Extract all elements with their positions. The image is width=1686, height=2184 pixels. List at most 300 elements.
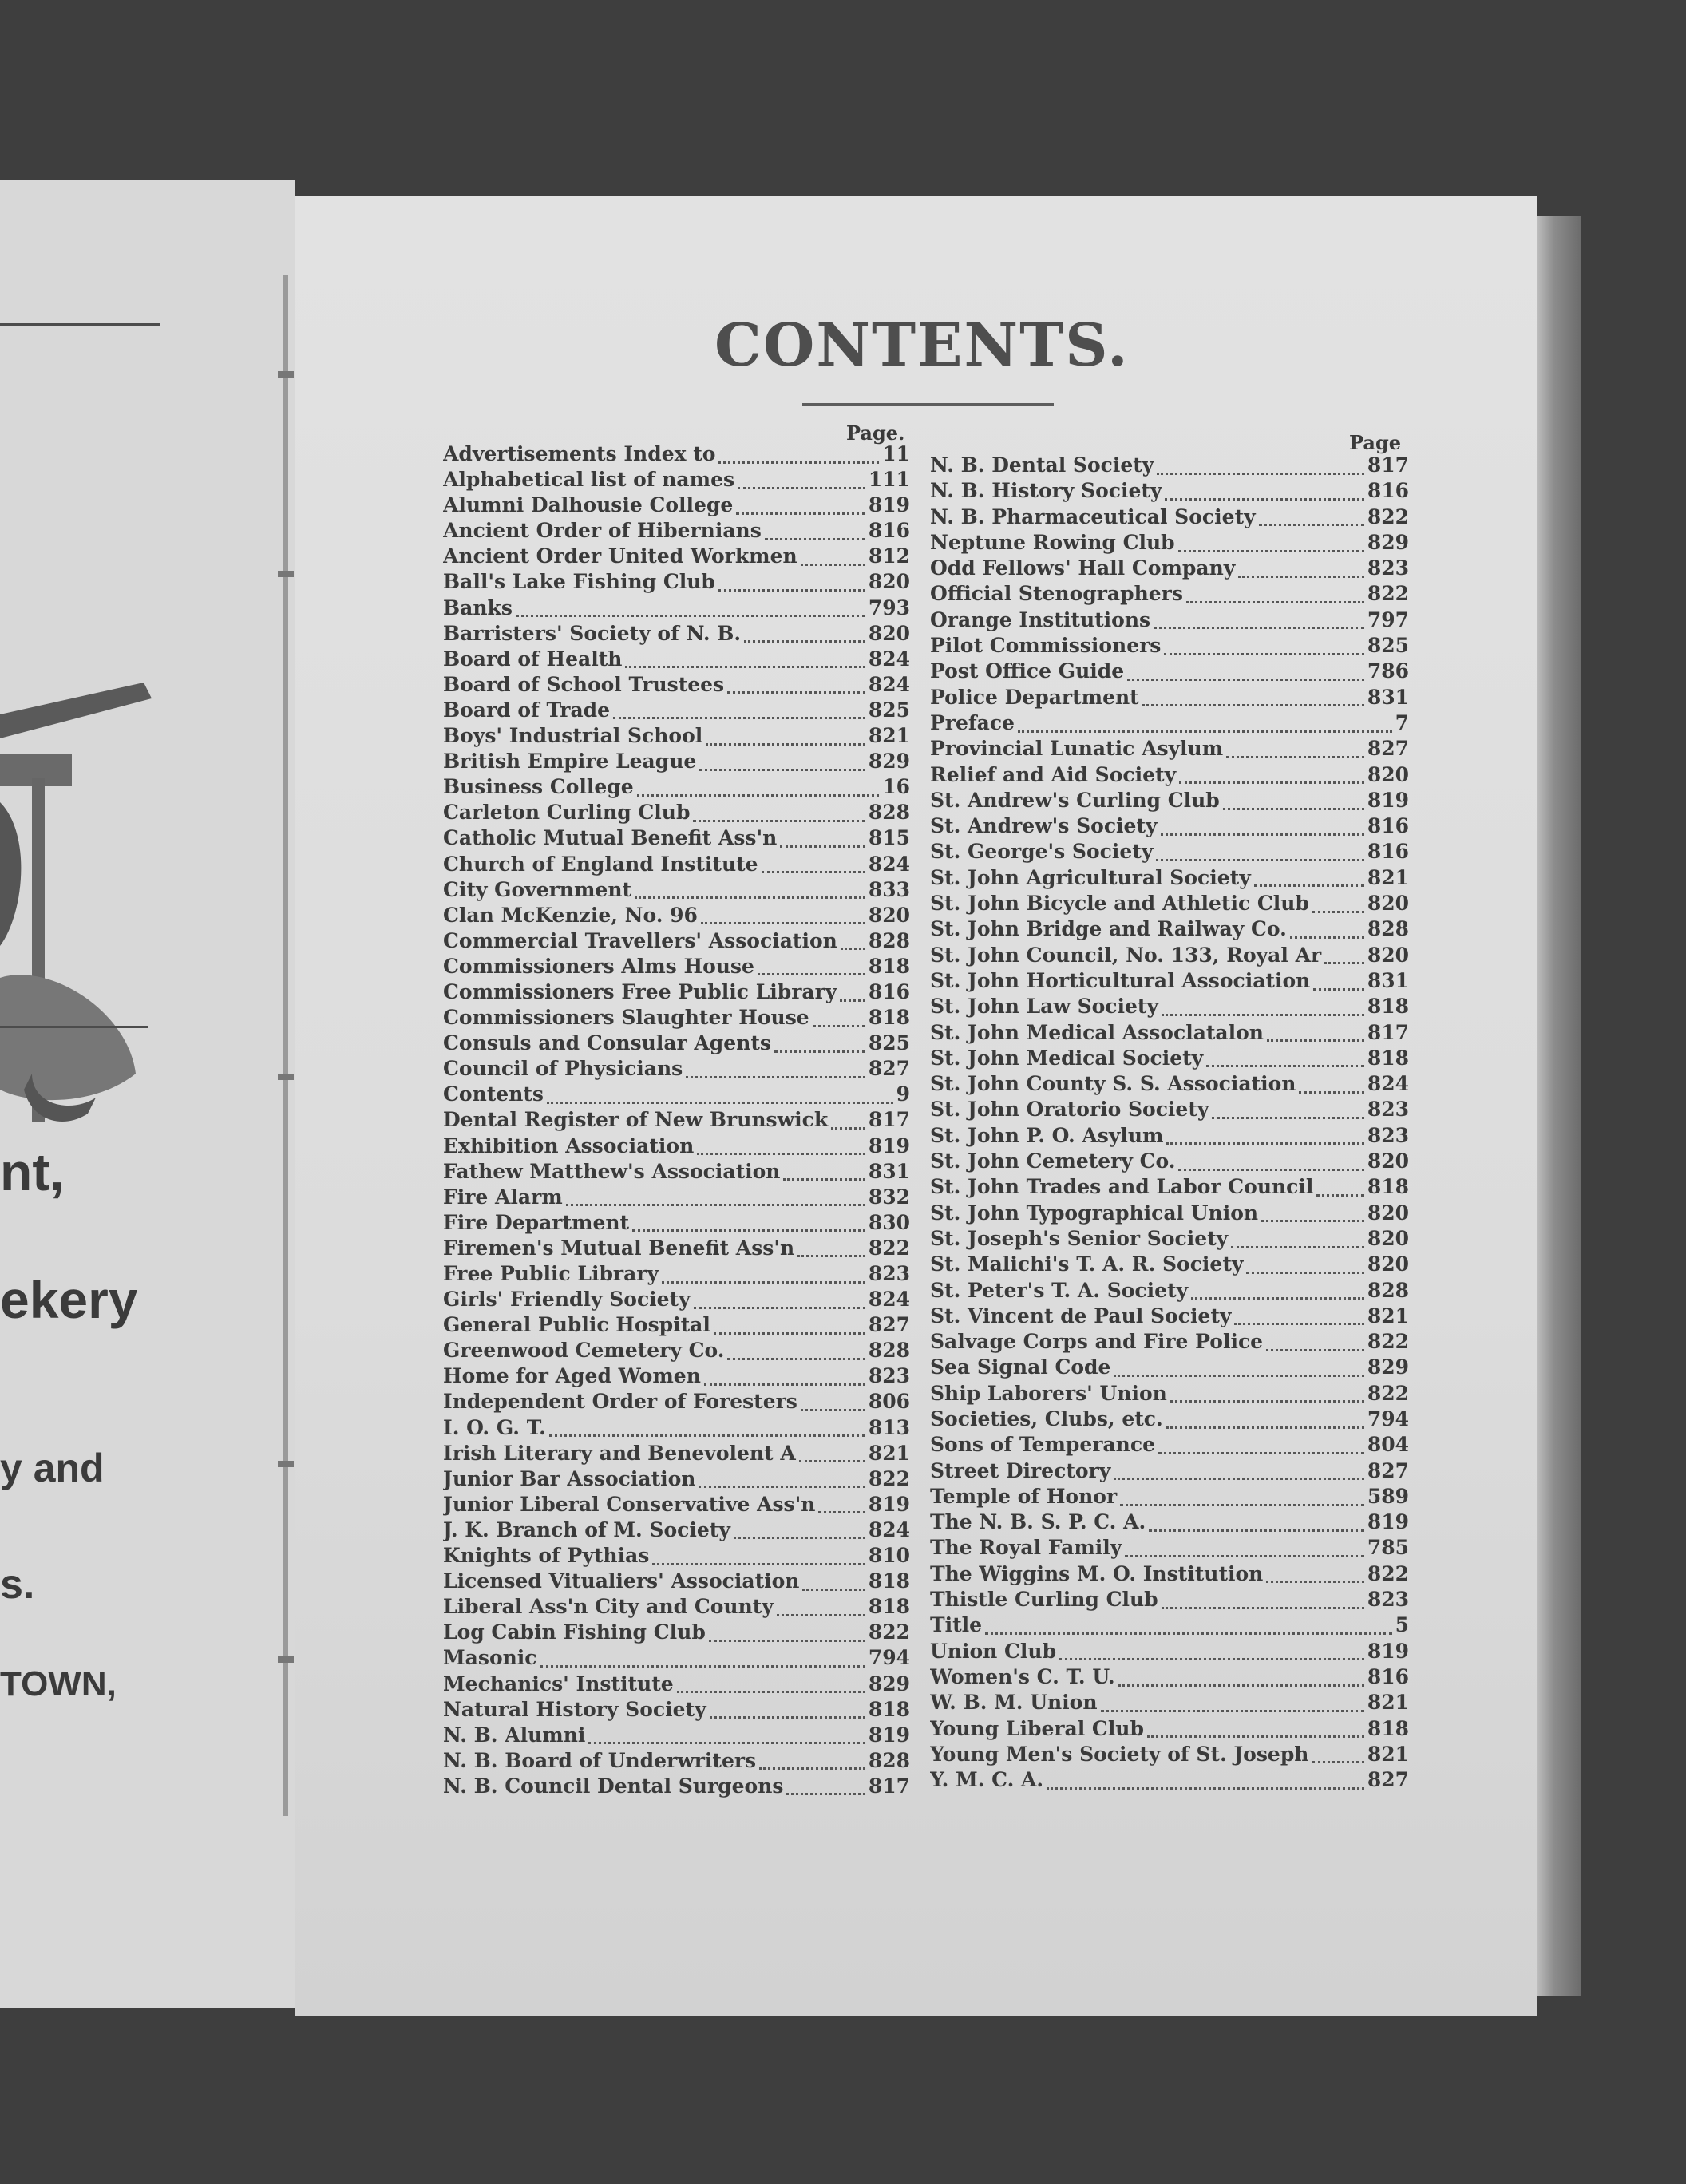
leader-dots	[1018, 726, 1392, 733]
entry-page: 806	[868, 1390, 910, 1414]
leader-dots	[1246, 1267, 1363, 1274]
stitch-mark	[278, 371, 294, 378]
entry-page: 822	[1367, 1561, 1409, 1585]
leader-dots	[677, 1686, 865, 1693]
contents-entry	[443, 1057, 910, 1082]
entry-name: Young Men's Society of St. Joseph	[930, 1742, 1309, 1766]
entry-name: Girls' Friendly Society	[443, 1288, 691, 1312]
leader-dots	[1259, 519, 1364, 526]
entry-page: 797	[1367, 607, 1409, 631]
entry-page: 820	[1367, 1226, 1409, 1250]
leader-dots	[613, 712, 865, 719]
entry-name: Firemen's Mutual Benefit Ass'n	[443, 1236, 795, 1260]
entry-name: St. Peter's T. A. Society	[930, 1278, 1189, 1302]
leader-dots	[1120, 1499, 1364, 1506]
contents-entry	[930, 763, 1409, 789]
contents-entry	[930, 453, 1409, 479]
contents-entry	[443, 1442, 910, 1467]
entry-page: 819	[1367, 1510, 1409, 1534]
leader-dots	[694, 1302, 865, 1309]
contents-entry	[443, 724, 910, 750]
entry-page: 817	[868, 1108, 910, 1132]
contents-entry	[443, 1364, 910, 1390]
entry-page: 817	[1367, 1020, 1409, 1044]
contents-entry	[930, 1743, 1409, 1768]
entry-name: Clan McKenzie, No. 96	[443, 903, 698, 927]
entry-page: 829	[868, 1672, 910, 1695]
entry-page: 832	[868, 1185, 910, 1209]
entry-page: 821	[1367, 1691, 1409, 1715]
leader-dots	[699, 1481, 865, 1488]
contents-entry	[930, 634, 1409, 659]
entry-page: 816	[1367, 479, 1409, 503]
entry-name: St. Andrew's Curling Club	[930, 788, 1220, 812]
entry-name: British Empire League	[443, 750, 697, 774]
entry-page: 822	[868, 1620, 910, 1644]
leader-dots	[566, 1199, 865, 1206]
entry-page: 785	[1367, 1536, 1409, 1560]
entry-name: Home for Aged Women	[443, 1364, 701, 1388]
entry-name: Junior Liberal Conservative Ass'n	[443, 1492, 816, 1516]
contents-entry	[443, 955, 910, 980]
contents-entry	[443, 544, 910, 570]
leader-dots	[1290, 932, 1364, 939]
leader-dots	[718, 584, 865, 592]
leader-dots	[765, 533, 865, 540]
entry-page: 9	[896, 1082, 910, 1106]
leader-dots	[813, 1020, 865, 1027]
contents-entry	[930, 1407, 1409, 1433]
entry-name: Fire Alarm	[443, 1185, 563, 1209]
entry-name: N. B. Council Dental Surgeons	[443, 1774, 784, 1798]
leader-dots	[1158, 1447, 1364, 1454]
contents-entry	[930, 789, 1409, 814]
leader-dots	[799, 1455, 865, 1462]
contents-entry	[443, 1416, 910, 1442]
entry-page: 828	[1367, 1278, 1409, 1302]
contents-entry	[443, 904, 910, 929]
entry-page: 822	[1367, 1381, 1409, 1405]
leader-dots	[516, 610, 865, 617]
contents-entry	[930, 814, 1409, 840]
entry-page: 818	[1367, 1175, 1409, 1199]
page-title: CONTENTS.	[714, 311, 1130, 380]
leader-dots	[783, 1173, 865, 1181]
entry-page: 823	[868, 1262, 910, 1285]
entry-name: St. John Bicycle and Athletic Club	[930, 892, 1309, 916]
entry-name: The Royal Family	[930, 1536, 1122, 1560]
entry-page: 5	[1395, 1613, 1409, 1637]
leader-dots	[734, 1532, 865, 1539]
entry-name: Title	[930, 1613, 983, 1637]
entry-page: 824	[1367, 1072, 1409, 1096]
leader-dots	[758, 968, 865, 975]
leader-dots	[1166, 1422, 1364, 1429]
entry-page: 7	[1395, 710, 1409, 734]
contents-entry	[930, 1355, 1409, 1381]
contents-entry	[930, 1536, 1409, 1561]
contents-entry	[930, 686, 1409, 711]
leader-dots	[588, 1737, 865, 1744]
entry-name: Union Club	[930, 1639, 1057, 1663]
entry-page: 828	[868, 1748, 910, 1772]
leader-dots	[736, 508, 865, 515]
leader-dots	[801, 1404, 865, 1411]
entry-name: Preface	[930, 710, 1015, 734]
entry-page: 828	[1367, 917, 1409, 941]
entry-name: Exhibition Association	[443, 1134, 695, 1157]
contents-entry	[930, 1588, 1409, 1613]
entry-page: 786	[1367, 659, 1409, 683]
leader-dots	[1324, 957, 1364, 964]
entry-name: Board of School Trustees	[443, 672, 725, 696]
entry-name: Commissioners Alms House	[443, 954, 754, 978]
entry-name: Fathew Matthew's Association	[443, 1159, 781, 1183]
entry-name: Alumni Dalhousie College	[443, 493, 734, 517]
left-page	[0, 180, 295, 2008]
entry-name: Consuls and Consular Agents	[443, 1031, 771, 1055]
leader-dots	[701, 917, 865, 924]
leader-dots	[1161, 829, 1364, 836]
leader-dots	[1156, 854, 1363, 861]
entry-name: Ball's Lake Fishing Club	[443, 570, 715, 594]
entry-page: 825	[868, 698, 910, 722]
contents-entry	[443, 775, 910, 801]
entry-page: 804	[1367, 1433, 1409, 1457]
leader-dots	[706, 738, 865, 746]
entry-page: 820	[868, 903, 910, 927]
leader-dots	[1178, 1164, 1363, 1171]
contents-entry	[443, 1390, 910, 1415]
leader-dots	[777, 1609, 865, 1616]
leader-dots	[1162, 1602, 1364, 1609]
entry-page: 831	[868, 1159, 910, 1183]
leader-dots	[1154, 622, 1364, 629]
entry-name: City Government	[443, 877, 632, 901]
entry-page: 828	[868, 1339, 910, 1363]
contents-entry	[930, 969, 1409, 995]
entry-name: St. John P. O. Asylum	[930, 1123, 1164, 1147]
left-fragment-5: TOWN,	[0, 1664, 117, 1703]
leader-dots	[1142, 699, 1364, 706]
contents-entry	[443, 929, 910, 955]
entry-page: 820	[1367, 943, 1409, 967]
contents-entry	[443, 1646, 910, 1672]
entry-name: Sea Signal Code	[930, 1355, 1111, 1379]
leader-dots	[662, 1276, 865, 1284]
left-column-header: Page.	[846, 421, 905, 445]
contents-entry	[930, 582, 1409, 607]
entry-name: Free Public Library	[443, 1262, 659, 1285]
left-fragment-1: nt,	[0, 1142, 65, 1201]
entry-page: 823	[1367, 1098, 1409, 1122]
contents-entry	[930, 1175, 1409, 1201]
entry-page: 823	[1367, 556, 1409, 580]
entry-page: 822	[868, 1236, 910, 1260]
entry-name: I. O. G. T.	[443, 1415, 546, 1439]
entry-name: Catholic Mutual Benefit Ass'n	[443, 826, 778, 850]
entry-name: St. George's Society	[930, 840, 1154, 864]
leader-dots	[786, 1788, 865, 1795]
entry-name: General Public Hospital	[443, 1313, 710, 1337]
contents-entry	[930, 1046, 1409, 1072]
contents-entry	[443, 698, 910, 724]
entry-name: St. John Bridge and Railway Co.	[930, 917, 1287, 941]
entry-name: Advertisements Index to	[443, 442, 716, 465]
contents-entry	[443, 596, 910, 622]
entry-page: 821	[868, 724, 910, 748]
entry-name: St. John Trades and Labor Council	[930, 1175, 1314, 1199]
contents-entry	[930, 659, 1409, 685]
stitch-mark	[278, 1656, 294, 1663]
entry-page: 810	[868, 1544, 910, 1568]
contents-entry	[443, 1288, 910, 1313]
contents-entry	[930, 917, 1409, 943]
entry-page: 111	[868, 468, 910, 492]
entry-name: Board of Health	[443, 647, 623, 671]
contents-entry	[930, 892, 1409, 917]
leader-dots	[801, 559, 865, 566]
contents-entry	[930, 1304, 1409, 1330]
contents-entry	[930, 1510, 1409, 1536]
contents-entry	[443, 1134, 910, 1160]
contents-entry	[443, 1339, 910, 1364]
left-fragment-4: s.	[0, 1561, 35, 1608]
leader-dots	[1114, 1473, 1364, 1480]
entry-page: 818	[868, 1697, 910, 1721]
entry-name: St. John County S. S. Association	[930, 1072, 1296, 1096]
entry-name: Council of Physicians	[443, 1057, 683, 1081]
contents-entry	[443, 1698, 910, 1723]
contents-entry	[930, 505, 1409, 531]
entry-name: Y. M. C. A.	[930, 1768, 1044, 1792]
title-rule	[802, 403, 1054, 406]
leader-dots	[1164, 648, 1363, 655]
entry-page: 831	[1367, 968, 1409, 992]
entry-name: Salvage Corps and Fire Police	[930, 1330, 1264, 1354]
contents-entry	[930, 1201, 1409, 1227]
entry-name: Commissioners Free Public Library	[443, 979, 837, 1003]
page-edge	[1537, 216, 1581, 1996]
contents-entry	[443, 878, 910, 904]
leader-dots	[1313, 983, 1364, 991]
entry-page: 824	[868, 647, 910, 671]
entry-page: 828	[868, 801, 910, 825]
leader-dots	[1178, 545, 1364, 552]
contents-entry	[443, 647, 910, 673]
entry-name: Police Department	[930, 685, 1139, 709]
entry-page: 820	[1367, 1201, 1409, 1225]
gutter	[283, 275, 288, 1816]
entry-page: 822	[868, 1466, 910, 1490]
leader-dots	[718, 457, 879, 464]
contents-entry	[443, 1518, 910, 1544]
entry-name: Ship Laborers' Union	[930, 1381, 1167, 1405]
entry-name: Contents	[443, 1082, 544, 1106]
leader-dots	[704, 1379, 865, 1386]
entry-page: 823	[868, 1364, 910, 1388]
entry-name: Ancient Order United Workmen	[443, 544, 797, 568]
entry-page: 819	[1367, 1639, 1409, 1663]
contents-entry	[443, 853, 910, 878]
contents-entry	[930, 1124, 1409, 1149]
entry-name: Liberal Ass'n City and County	[443, 1595, 774, 1619]
contents-entry	[443, 1082, 910, 1108]
entry-page: 819	[868, 1723, 910, 1747]
stitch-mark	[278, 571, 294, 577]
contents-entry	[930, 556, 1409, 582]
entry-name: Pilot Commissioners	[930, 634, 1162, 658]
entry-page: 821	[1367, 865, 1409, 889]
leader-dots	[693, 815, 865, 822]
entry-name: N. B. Board of Underwriters	[443, 1748, 757, 1772]
contents-entry	[930, 1665, 1409, 1691]
leader-dots	[710, 1711, 865, 1719]
contents-entry	[930, 1330, 1409, 1355]
left-fragment-3: y and	[0, 1446, 105, 1490]
contents-entry	[930, 1459, 1409, 1485]
leader-dots	[841, 943, 865, 950]
entry-name: Independent Order of Foresters	[443, 1390, 797, 1414]
entry-page: 824	[868, 1288, 910, 1312]
entry-name: Neptune Rowing Club	[930, 530, 1175, 554]
leader-dots	[1059, 1653, 1364, 1660]
entry-page: 820	[868, 570, 910, 594]
contents-entry	[930, 1021, 1409, 1046]
contents-entry	[930, 944, 1409, 969]
entry-name: J. K. Branch of M. Society	[443, 1517, 730, 1541]
leader-dots	[1047, 1782, 1364, 1790]
leader-dots	[697, 1148, 865, 1155]
contents-entry	[930, 479, 1409, 504]
contents-entry	[930, 1098, 1409, 1123]
entry-name: Barristers' Society of N. B.	[443, 621, 742, 645]
entry-name: W. B. M. Union	[930, 1691, 1098, 1715]
contents-entry	[443, 673, 910, 698]
contents-entry	[930, 608, 1409, 634]
contents-entry	[930, 1768, 1409, 1794]
entry-page: 818	[868, 1569, 910, 1593]
contents-entry	[443, 1467, 910, 1493]
entry-page: 815	[868, 826, 910, 850]
leader-dots	[1266, 1576, 1363, 1583]
entry-name: Women's C. T. U.	[930, 1664, 1115, 1688]
leader-dots	[709, 1635, 865, 1642]
entry-name: Street Directory	[930, 1458, 1111, 1482]
entry-page: 827	[868, 1057, 910, 1081]
leader-dots	[762, 866, 865, 873]
leader-dots	[802, 1584, 865, 1591]
left-fragment-2: ekery	[0, 1270, 138, 1329]
contents-entry	[930, 1640, 1409, 1665]
entry-name: Odd Fellows' Hall Company	[930, 556, 1236, 580]
entry-name: Young Liberal Club	[930, 1716, 1144, 1740]
entry-name: St. John Law Society	[930, 995, 1158, 1019]
contents-entry	[443, 1236, 910, 1262]
contents-entry	[930, 1433, 1409, 1458]
entry-page: 831	[1367, 685, 1409, 709]
entry-name: Fire Department	[443, 1210, 630, 1234]
leader-dots	[744, 635, 865, 643]
entry-page: 794	[1367, 1407, 1409, 1430]
entry-page: 793	[868, 595, 910, 619]
entry-name: Knights of Pythias	[443, 1544, 650, 1568]
entry-name: St. John Cemetery Co.	[930, 1149, 1176, 1173]
contents-entry	[443, 1620, 910, 1646]
entry-name: N. B. Pharmaceutical Society	[930, 504, 1256, 528]
contents-entry	[930, 1382, 1409, 1407]
right-column-header: Page	[1349, 431, 1402, 454]
entry-page: 827	[1367, 1768, 1409, 1792]
leader-dots	[1316, 1189, 1363, 1197]
leader-dots	[1261, 1215, 1364, 1222]
entry-page: 821	[1367, 1304, 1409, 1327]
contents-entry	[443, 1723, 910, 1749]
contents-entry	[930, 737, 1409, 762]
entry-page: 827	[868, 1313, 910, 1337]
entry-name: Junior Bar Association	[443, 1466, 696, 1490]
entry-page: 817	[1367, 453, 1409, 477]
entry-name: Licensed Vitualiers' Association	[443, 1569, 800, 1593]
entry-name: St. Vincent de Paul Society	[930, 1304, 1232, 1327]
entry-name: Alphabetical list of names	[443, 468, 735, 492]
leader-dots	[1157, 468, 1363, 475]
entry-name: Board of Trade	[443, 698, 611, 722]
entry-page: 818	[868, 1595, 910, 1619]
leader-dots	[1118, 1680, 1364, 1687]
contents-entry	[930, 1279, 1409, 1304]
entry-page: 816	[1367, 1664, 1409, 1688]
leader-dots	[1186, 596, 1364, 603]
entry-page: 819	[1367, 788, 1409, 812]
leader-dots	[759, 1763, 865, 1770]
entry-page: 819	[868, 1134, 910, 1157]
entry-name: Temple of Honor	[930, 1484, 1118, 1508]
entry-page: 820	[1367, 1252, 1409, 1276]
contents-entry	[930, 1691, 1409, 1716]
entry-name: Sons of Temperance	[930, 1433, 1155, 1457]
contents-entry	[930, 711, 1409, 737]
leader-dots	[1212, 1112, 1363, 1119]
entry-name: Masonic	[443, 1646, 537, 1670]
contents-entry	[443, 1031, 910, 1057]
entry-page: 827	[1367, 737, 1409, 761]
entry-name: Irish Literary and Benevolent A	[443, 1441, 796, 1465]
entry-page: 821	[1367, 1742, 1409, 1766]
entry-page: 818	[1367, 995, 1409, 1019]
entry-name: Boys' Industrial School	[443, 724, 703, 748]
entry-page: 819	[868, 493, 910, 517]
entry-page: 819	[868, 1492, 910, 1516]
entry-name: St. John Typographical Union	[930, 1201, 1259, 1225]
entry-page: 825	[1367, 634, 1409, 658]
stitch-mark	[278, 1461, 294, 1467]
entry-name: St. John Oratorio Society	[930, 1098, 1209, 1122]
contents-entry	[443, 570, 910, 595]
entry-name: Banks	[443, 595, 513, 619]
entry-page: 830	[868, 1210, 910, 1234]
contents-entry	[443, 519, 910, 544]
leader-dots	[1165, 493, 1363, 500]
contents-entry	[443, 1749, 910, 1774]
contents-entry	[930, 1149, 1409, 1175]
left-mid-rule	[0, 1026, 148, 1028]
contents-entry	[443, 1774, 910, 1800]
contents-entry	[443, 1160, 910, 1185]
leader-dots	[831, 1122, 865, 1130]
leader-dots	[985, 1628, 1392, 1635]
contents-entry	[443, 1108, 910, 1134]
